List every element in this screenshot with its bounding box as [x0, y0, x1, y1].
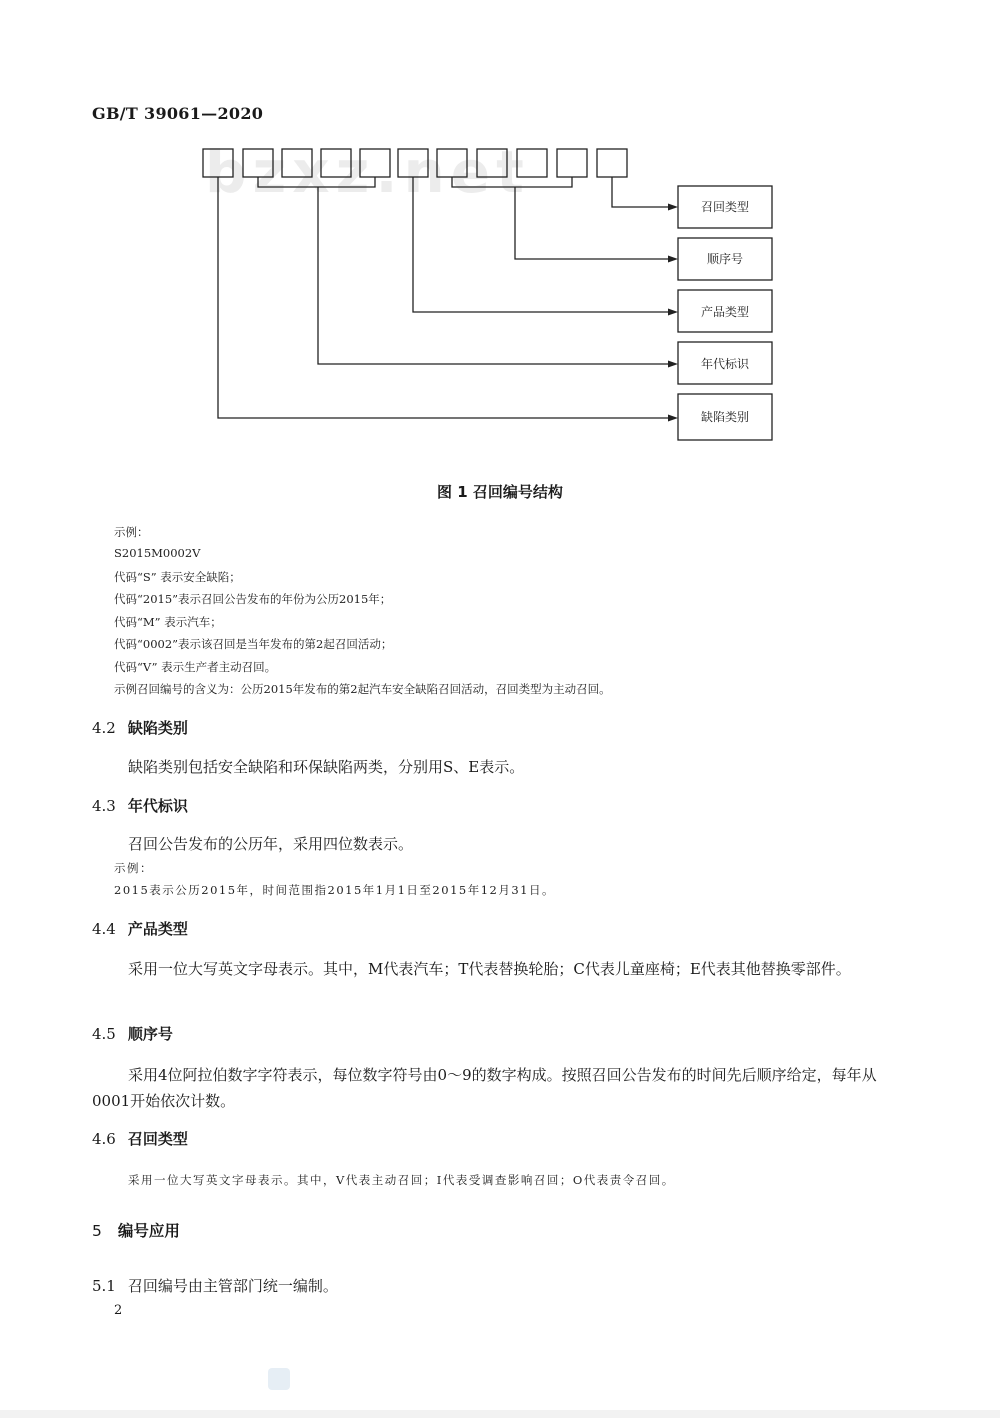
label-sequence: 顺序号: [706, 252, 744, 266]
section-4-3-text: 召回公告发布的公历年，采用四位数表示。: [128, 835, 414, 853]
figure-caption: 图 1 召回编号结构: [437, 483, 563, 501]
bracket-year: [258, 177, 375, 187]
code-box: [321, 149, 351, 177]
section-4-6-text: 采用一位大写英文字母表示。其中，V代表主动召回；I代表受调查影响召回；O代表责令召回。: [128, 1173, 675, 1187]
code-box: [203, 149, 233, 177]
code-box: [557, 149, 587, 177]
example-line: 代码“S” 表示安全缺陷；: [114, 570, 241, 584]
section-4-3-example-text: 2015表示公历2015年，时间范围指2015年1月1日至2015年12月31日。: [114, 883, 555, 897]
section-4-5-text: 采用4位阿拉伯数字字符表示，每位数字符号由0～9的数字构成。按照召回公告发布的时间先后顺序给定，每年从0001开始依次计数。: [92, 1066, 877, 1110]
code-box: [437, 149, 467, 177]
code-box: [398, 149, 428, 177]
section-4-5-heading: 4.5 顺序号: [92, 1025, 173, 1043]
bracket-sequence: [452, 177, 572, 187]
section-4-3-heading: 4.3 年代标识: [92, 797, 188, 815]
label-year: 年代标识: [700, 357, 750, 371]
example-line: 代码“V” 表示生产者主动召回。: [114, 660, 277, 674]
label-defect-type: 缺陷类别: [700, 410, 750, 424]
code-box: [477, 149, 507, 177]
section-5-1: 5.1 召回编号由主管部门统一编制。: [92, 1277, 338, 1295]
standard-header: GB/T 39061—2020: [92, 104, 264, 123]
code-box: [282, 149, 312, 177]
example-line: 代码“M” 表示汽车；: [114, 615, 222, 629]
example-line: 代码“0002”表示该召回是当年发布的第2起召回活动；: [114, 637, 393, 651]
section-4-2-text: 缺陷类别包括安全缺陷和环保缺陷两类，分别用S、E表示。: [128, 758, 525, 776]
example-code: S2015M0002V: [114, 546, 201, 560]
connector-defect-type: [218, 177, 668, 418]
watermark: bzxz.net: [205, 138, 530, 206]
page-number: 2: [114, 1303, 123, 1318]
example-summary: 示例召回编号的含义为：公历2015年发布的第2起汽车安全缺陷召回活动，召回类型为主动召回。: [114, 682, 611, 696]
section-4-6-heading: 4.6 召回类型: [92, 1130, 188, 1148]
example-label: 示例：: [114, 525, 149, 539]
recall-number-structure-diagram: [0, 0, 1000, 470]
code-box: [597, 149, 627, 177]
connector-sequence: [515, 187, 668, 259]
example-line: 代码“2015”表示召回公告发布的年份为公历2015年；: [114, 592, 392, 606]
code-box: [243, 149, 273, 177]
connector-year: [318, 187, 668, 364]
connector-product-type: [413, 177, 668, 312]
connector-recall-type: [612, 177, 668, 207]
footer-logo-icon: [268, 1368, 290, 1390]
label-product-type: 产品类型: [700, 305, 750, 319]
code-box: [517, 149, 547, 177]
section-5-heading: 5 编号应用: [92, 1222, 180, 1240]
label-recall-type: 召回类型: [700, 200, 750, 214]
section-4-4-text: 采用一位大写英文字母表示。其中，M代表汽车；T代表替换轮胎；C代表儿童座椅；E代表其他替换零部件。: [128, 960, 851, 978]
section-4-2-heading: 4.2 缺陷类别: [92, 719, 188, 737]
section-4-4-heading: 4.4 产品类型: [92, 920, 188, 938]
code-box: [360, 149, 390, 177]
section-4-3-example-label: 示例：: [114, 861, 153, 875]
